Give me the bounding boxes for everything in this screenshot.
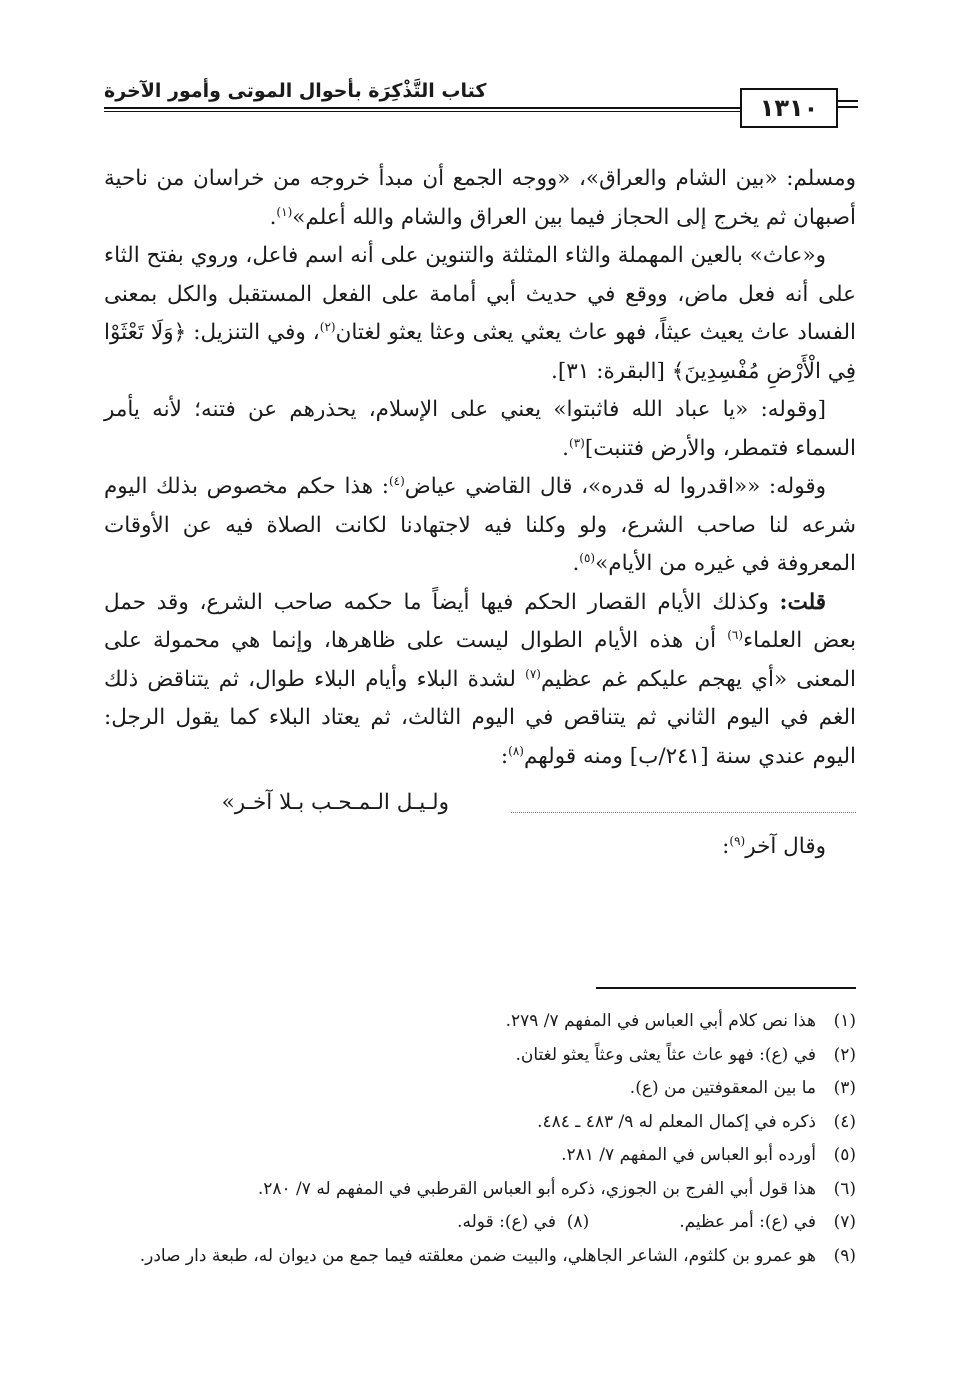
footnote-ref-5: (٥) (579, 550, 596, 565)
footnote-8-num: (٨) (566, 1212, 590, 1232)
footnote-8-text: في (ع): قوله. (457, 1212, 556, 1232)
page-number: ١٣١٠ (740, 88, 838, 128)
footnote-7-text: في (ع): أمر عظيم. (679, 1212, 816, 1232)
footnote-6: (٦) هذا قول أبي الفرج بن الجوزي، ذكره أبو العباس القرطبي في المفهم له ٧/ ٢٨٠. (257, 1178, 856, 1199)
qultu-lead: قلت: (779, 589, 826, 615)
page-header (104, 70, 856, 130)
poetry-verse (104, 776, 856, 828)
footnote-2: (٢) في (ع): فهو عاث عثاً يعثى وعثاً يعثو لغتان. (515, 1044, 856, 1065)
main-text (104, 160, 856, 867)
footnote-ref-3: (٣) (569, 435, 585, 450)
book-title: كتاب التَّذْكِرَة بأحوال الموتى وأمور الآخرة (104, 80, 487, 102)
verse-hemistich: ولـيـل الـمـحـب بـلا آخـر» (221, 790, 449, 815)
footnote-ref-4: (٤) (388, 473, 405, 488)
paragraph-2: و«عاث» بالعين المهملة والثاء المثلثة والتنوين على أنه اسم فاعل، وروي بفتح الثاء على أنه فعل ماض، ووقع في حديث أبي أمامة على الفعل المستقبل والكل بمعنى الفساد عاث يعيث عيثاً، فهو عاث يعثي يعثى وعثا يعثو لغتان$^{(٢)}$، وفي التنزيل: ﴿وَلَا تَعْثَوْا فِي الْأَرْضِ مُفْسِدِينَ﴾ [البقرة: ٣١]. (104, 243, 856, 384)
footnote-ref-8: (٨) (508, 743, 524, 758)
footnote-ref-9: (٩) (729, 833, 746, 848)
paragraph-6: وقال آخر$^{(٩)}$: (722, 833, 826, 859)
paragraph-4: وقوله: ««اقدروا له قدره»، قال القاضي عياض$^{(٤)}$: هذا حكم مخصوص بذلك اليوم شرعه لنا صاحب الشرع، ولو وكلنا فيه لاجتهادنا لكانت الصلاة فيه عن الأوقات المعروفة في غيره من الأيام»$^{(٥)}$. (104, 473, 856, 576)
footnote-7-8: (٧) في (ع): أمر عظيم. (٨) في (ع): قوله. (104, 1206, 856, 1240)
footnote-9: (٩) هو عمرو بن كلثوم، الشاعر الجاهلي، والبيت ضمن معلقته فيما جمع من ديوان له، طبعة دار صادر. (139, 1245, 856, 1266)
footnote-ref-2: (٢) (319, 319, 336, 334)
footnote-separator (596, 987, 856, 989)
footnotes (104, 1005, 856, 1273)
paragraph-3: [وقوله: «يا عباد الله فاثبتوا» يعني على الإسلام، يحذرهم عن فتنه؛ لأنه يأمر السماء فتمطر، والأرض فتنبت]$^{(٣)}$. (104, 397, 856, 461)
header-rule-tail (836, 100, 858, 108)
footnote-ref-6: (٦) (727, 627, 744, 642)
footnote-ref-7: (٧) (525, 666, 541, 681)
footnote-5: (٥) أورده أبو العباس في المفهم ٧/ ٢٨١. (561, 1145, 856, 1165)
footnote-3: (٣) ما بين المعقوفتين من (ع). (629, 1078, 856, 1098)
paragraph-5: قلت: وكذلك الأيام القصار الحكم فيها أيضاً ما حكمه صاحب الشرع، وقد حمل بعض العلماء$^{(٦)}$ أن هذه الأيام الطوال ليست على ظاهرها، وإنما هي محمولة على المعنى «أي يهجم عليكم غم عظيم$^{(٧)}$ لشدة البلاء وأيام البلاء طوال، ثم يتناقض ذلك الغم في اليوم الثاني ثم يتناقص في اليوم الثالث، ثم يعتاد البلاء كما يقول الرجل: اليوم عندي سنة [٢٤١/ب] ومنه قولهم$^{(٨)}$: (104, 589, 856, 769)
paragraph-1: ومسلم: «بين الشام والعراق»، «ووجه الجمع أن مبدأ خروجه من خراسان من ناحية أصبهان ثم يخرج إلى الحجاز فيما بين العراق والشام والله أعلم»$^{(١)}$. (104, 166, 856, 230)
footnote-1: (١) هذا نص كلام أبي العباس في المفهم ٧/ ٢٧٩. (505, 1011, 856, 1031)
footnote-ref-1: (١) (276, 204, 293, 219)
header-rule (104, 107, 740, 112)
verse-dotted-placeholder (511, 782, 856, 813)
footnote-4: (٤) ذكره في إكمال المعلم له ٩/ ٤٨٣ ـ ٤٨٤. (537, 1111, 856, 1132)
